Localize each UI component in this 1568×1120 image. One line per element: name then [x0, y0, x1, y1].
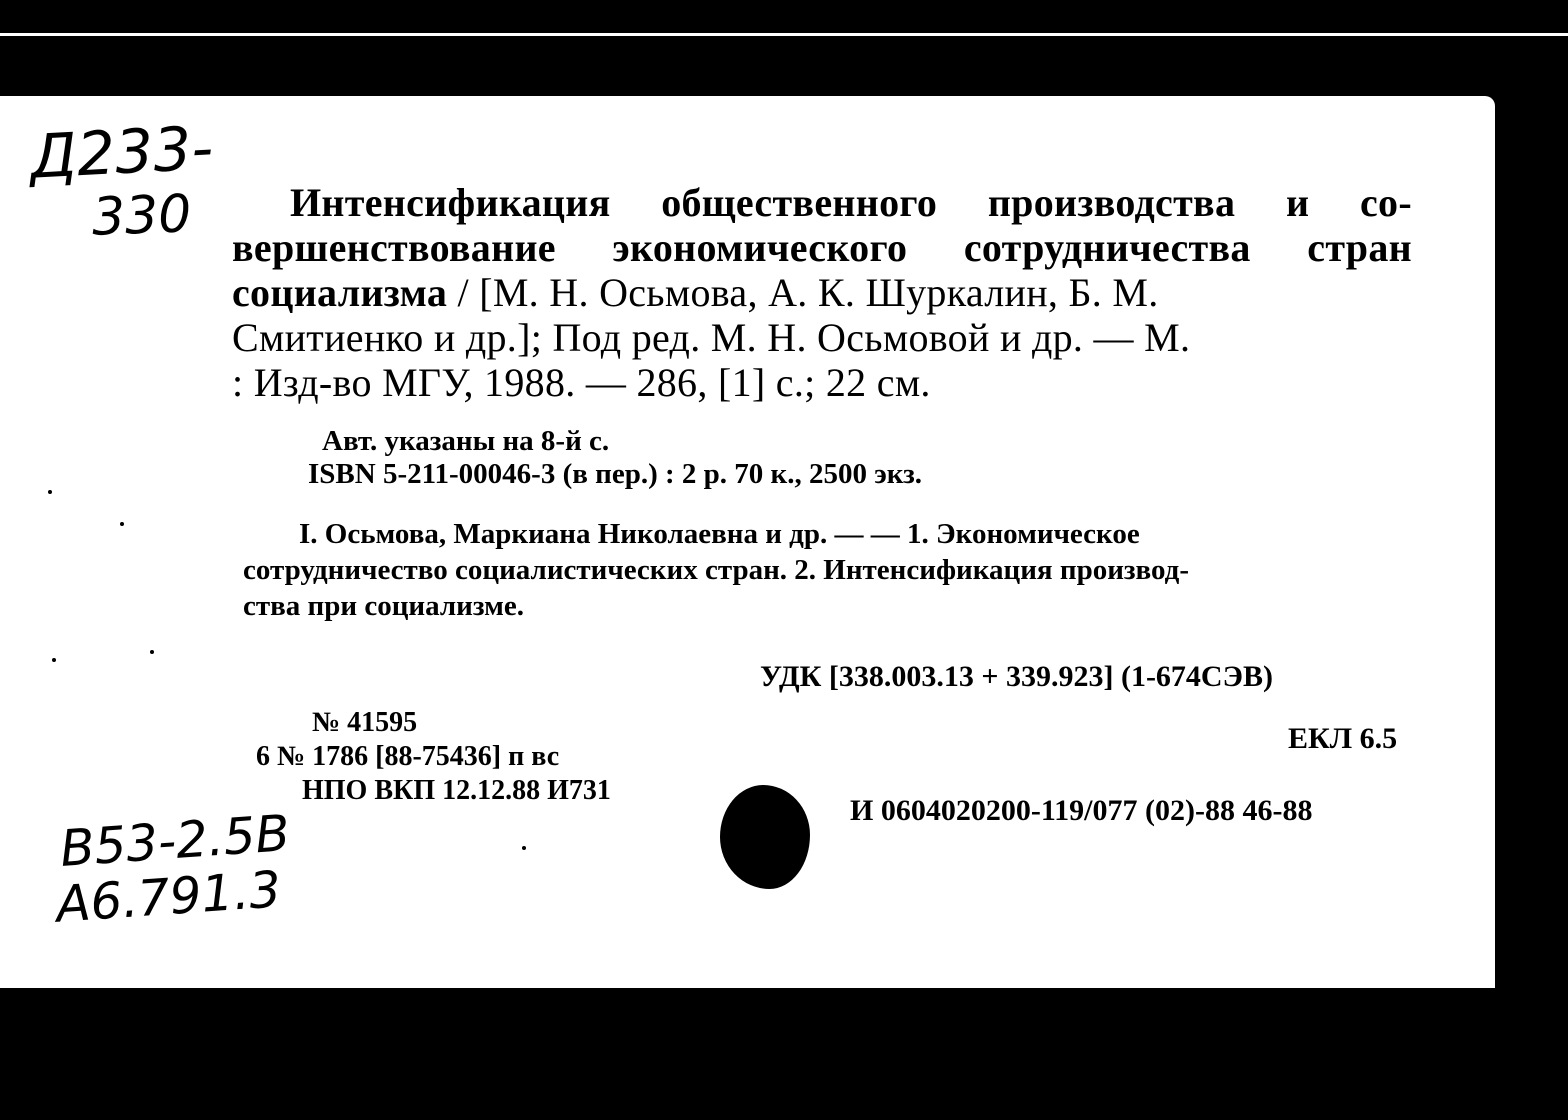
title-word: общественного — [661, 180, 938, 225]
title-word: Интенсификация — [290, 180, 611, 225]
title-line-2 — [232, 225, 1412, 270]
title-word: сотрудничества — [963, 225, 1251, 270]
scan-speck — [52, 658, 56, 662]
scan-border-line — [0, 33, 1568, 36]
scan-speck — [48, 490, 52, 494]
bibliographic-title — [232, 180, 1412, 405]
title-word: стран — [1307, 225, 1412, 270]
title-word: экономического — [612, 225, 908, 270]
isbn-note: ISBN 5-211-00046-3 (в пер.) : 2 р. 70 к., 2500 экз. — [308, 458, 923, 490]
subject-line-2: сотрудничество социалистических стран. 2. Интенсификация производ- — [243, 554, 1190, 586]
scan-speck — [522, 846, 526, 850]
title-word: и — [1285, 180, 1310, 225]
ink-blot — [720, 785, 810, 889]
title-word: вершенствование — [232, 225, 556, 270]
title-word: со- — [1360, 180, 1412, 225]
subject-line-3: ства при социализме. — [243, 590, 524, 622]
handwritten-code-bottom-1: В53-2.5В — [58, 804, 292, 878]
ekl-code: ЕКЛ 6.5 — [1288, 722, 1398, 755]
title-word: производства — [987, 180, 1236, 225]
registry-number: № 41595 — [312, 707, 418, 738]
title-line-1 — [232, 180, 1412, 225]
scan-speck — [150, 650, 154, 654]
registry-npo: НПО ВКП 12.12.88 И731 — [302, 775, 611, 806]
registry-order: 6 № 1786 [88-75436] п вс — [256, 741, 560, 772]
authors-note: Авт. указаны на 8-й с. — [322, 425, 610, 457]
subject-line-1: I. Осьмова, Маркиана Николаевна и др. — — 1. Экономическое — [299, 518, 1140, 550]
scan-speck — [120, 522, 124, 526]
subject-headings — [243, 516, 1423, 624]
responsibility-statement: / [М. Н. Осьмова, А. К. Шуркалин, Б. М. — [457, 270, 1159, 315]
handwritten-code-top-2: 330 — [90, 184, 193, 248]
title-line-3 — [232, 270, 1412, 315]
title-word: социализма — [232, 270, 448, 315]
handwritten-code-top-1: Д233- — [28, 113, 215, 193]
handwritten-code-bottom-2: А6.791.3 — [54, 860, 283, 934]
title-line-4: Смитиенко и др.]; Под ред. М. Н. Осьмовой и др. — М. — [232, 315, 1191, 360]
udk-code: УДК [338.003.13 + 339.923] (1-674СЭВ) — [760, 660, 1273, 693]
title-line-5: : Изд-во МГУ, 1988. — 286, [1] с.; 22 см. — [232, 360, 931, 405]
index-code: И 0604020200-119/077 (02)-88 46-88 — [850, 794, 1313, 827]
